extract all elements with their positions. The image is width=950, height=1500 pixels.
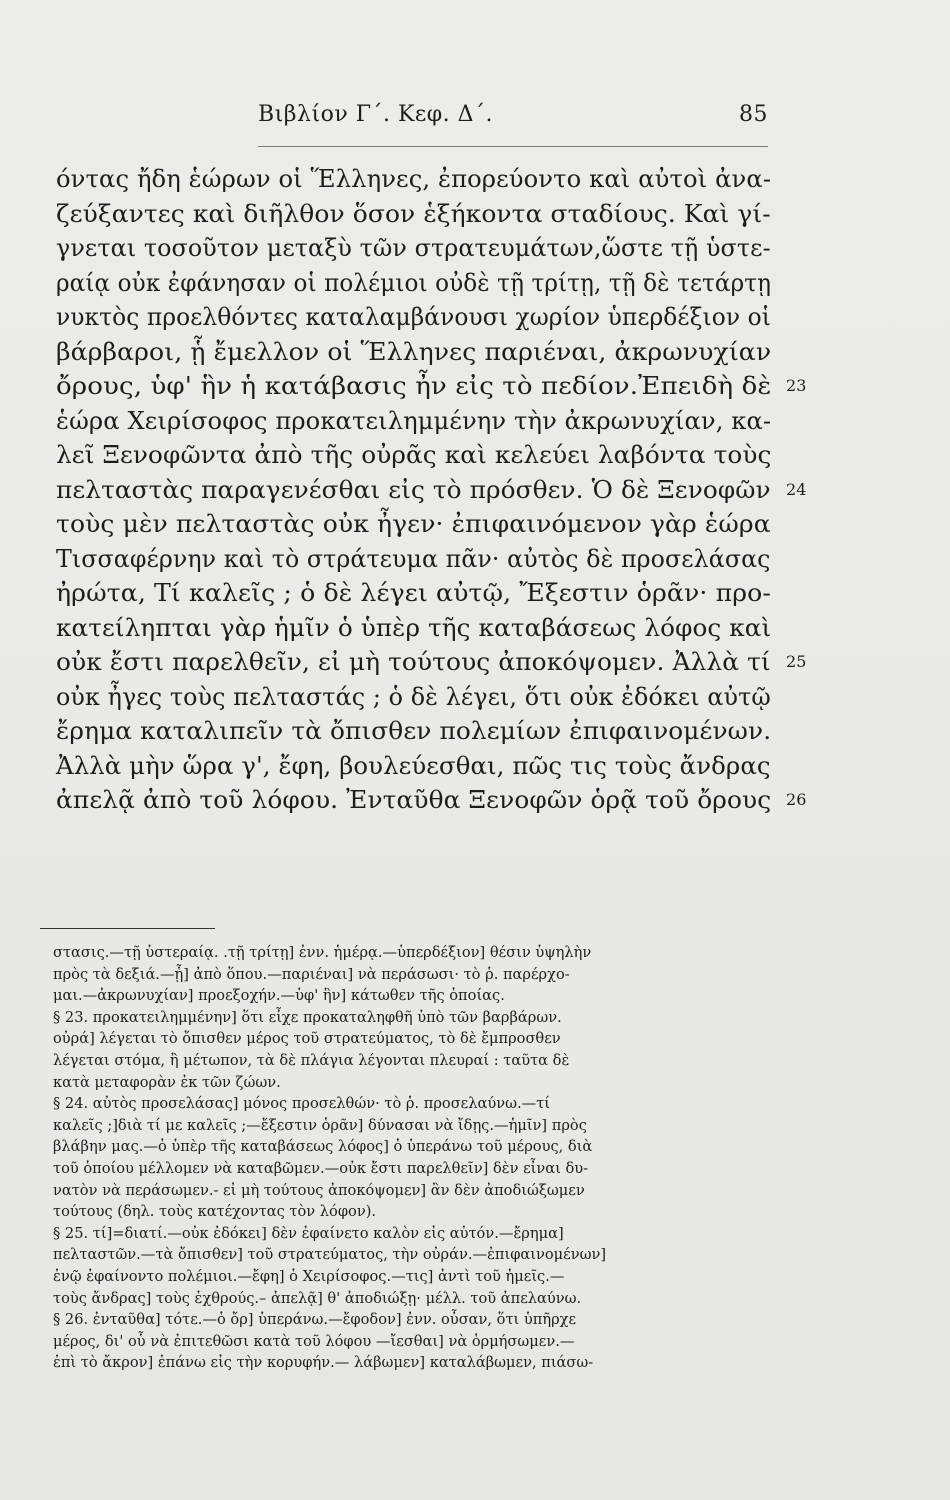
text-line: [56, 162, 796, 197]
text-line-content: κατείληπται γὰρ ἡμῖν ὁ ὑπὲρ τῆς καταβάσεως λόφος καὶ: [56, 612, 772, 642]
text-line-content: πελταστὰς παραγενέσθαι εἰς τὸ πρόσθεν. Ὁ δὲ Ξενοφῶν: [56, 474, 771, 504]
note-line: μέρος, δι' οὗ νὰ ἐπιτεθῶσι κατὰ τοῦ λόφου —ἴεσθαι] νὰ ὁρμήσωμεν.—: [53, 1332, 575, 1350]
footnote-rule: [40, 928, 215, 929]
text-line: [56, 783, 807, 818]
page-number: 85: [739, 102, 768, 127]
text-line-content: τοὺς μὲν πελταστὰς οὐκ ἦγεν· ἐπιφαινόμενον γὰρ ἑώρα: [56, 509, 771, 538]
note-line: § 26. ἐνταῦθα] τότε.—ὁ ὄρ] ὑπεράνω.—ἔφοδον] ἐνν. οὖσαν, ὅτι ὑπῆρχε: [53, 1311, 577, 1329]
text-line: [56, 611, 796, 646]
text-line: [56, 197, 796, 232]
text-line-content: ὄρους, ὑφ' ἣν ἡ κατάβασις ἦν εἰς τὸ πεδίον.Ἐπειδὴ δὲ: [56, 371, 772, 400]
note-line: τούτους (δηλ. τοὺς κατέχοντας τὸν λόφον).: [53, 1203, 377, 1221]
commentary-notes: [53, 942, 793, 1374]
text-line: [56, 542, 796, 577]
text-line-content: ραίᾳ οὐκ ἐφάνησαν οἱ πολέμιοι οὐδὲ τῇ τρίτῃ, τῇ δὲ τετάρτῃ: [56, 267, 772, 297]
text-line-content: νυκτὸς προελθόντες καταλαμβάνουσι χωρίον ὑπερδέξιον οἱ: [56, 302, 771, 331]
section-number: 24: [786, 479, 807, 499]
note-line: μαι.—ἀκρωνυχίαν] προεξοχήν.—ὑφ' ἣν] κάτωθεν τῆς ὁποίας.: [53, 987, 505, 1005]
text-line-content: λεῖ Ξενοφῶντα ἀπὸ τῆς οὐρᾶς καὶ κελεύει λαβόντα τοὺς: [56, 440, 772, 469]
main-text: [56, 162, 807, 818]
text-line-content: ἠρώτα, Τί καλεῖς ; ὁ δὲ λέγει αὐτῷ, Ἔξεστιν ὁρᾶν· προ-: [56, 578, 771, 607]
text-line: [56, 645, 807, 680]
text-line-content: ζεύξαντες καὶ διῆλθον ὅσον ἑξήκοντα σταδίους. Καὶ γί-: [56, 198, 771, 228]
note-line: οὐρά] λέγεται τὸ ὄπισθεν μέρος τοῦ στρατεύματος, τὸ δὲ ἔμπροσθεν: [53, 1030, 561, 1048]
text-line-content: γνεται τοσοῦτον μεταξὺ τῶν στρατευμάτων,ὥστε τῇ ὑστε-: [56, 233, 771, 262]
note-line: λέγεται στόμα, ἢ μέτωπον, τὰ δὲ πλάγια λέγονται πλευραί : ταῦτα δὲ: [53, 1051, 570, 1069]
note-line: καλεῖς ;]διὰ τί με καλεῖς ;—ἔξεστιν ὁρᾶν] δύνασαι νὰ ἴδῃς.—ἡμῖν] πρὸς: [53, 1116, 587, 1134]
section-number: 25: [786, 652, 807, 671]
text-line: [56, 714, 796, 749]
text-line-content: ἔρημα καταλιπεῖν τὰ ὄπισθεν πολεμίων ἐπιφαινομένων.: [56, 716, 772, 745]
note-line: ἐπὶ τὸ ἄκρον] ἐπάνω εἰς τὴν κορυφήν.— λάβωμεν] καταλάβωμεν, πιάσω-: [53, 1354, 594, 1372]
text-line: [56, 438, 796, 473]
text-line: [56, 404, 796, 439]
section-number: 23: [786, 376, 807, 395]
text-line: [56, 231, 796, 266]
note-line: ἐνῷ ἐφαίνοντο πολέμιοι.—ἔφη] ὁ Χειρίσοφος.—τις] ἀντὶ τοῦ ἡμεῖς.—: [53, 1267, 565, 1285]
note-line: τοῦ ὁποίου μέλλομεν νὰ καταβῶμεν.—οὐκ ἔστι παρελθεῖν] δὲν εἶναι δυ-: [53, 1159, 589, 1177]
text-line-content: Τισσαφέρνην καὶ τὸ στράτευμα πᾶν· αὐτὸς δὲ προσελάσας: [56, 543, 771, 573]
running-title: Βιβλίον Γ΄. Κεφ. Δ΄.: [258, 102, 494, 127]
text-line: [56, 576, 796, 611]
note-line: § 25. τί]=διατί.—οὐκ ἐδόκει] δὲν ἐφαίνετο καλὸν εἰς αὐτόν.—ἔρημα]: [53, 1224, 564, 1242]
text-line: [56, 680, 796, 715]
text-line: [56, 473, 807, 508]
text-line-content: ἑώρα Χειρίσοφος προκατειλημμένην τὴν ἀκρωνυχίαν, κα-: [56, 405, 772, 435]
note-line: πελταστῶν.—τὰ ὄπισθεν] τοῦ στρατεύματος, τὴν οὐράν.—ἐπιφαινομένων]: [53, 1246, 607, 1264]
text-line: [56, 369, 807, 404]
note-line: βλάβην μας.—ὁ ὑπὲρ τῆς καταβάσεως λόφος] ὁ ὑπεράνω τοῦ μέρους, διὰ: [53, 1138, 593, 1156]
text-line: [56, 266, 796, 301]
text-line-content: όντας ἤδη ἑώρων οἱ Ἕλληνες, ἐπορεύοντο καὶ αὐτοὶ ἀνα-: [56, 164, 772, 193]
note-line: πρὸς τὰ δεξιά.—ᾗ] ἀπὸ ὅπου.—παριέναι] νὰ περάσωσι· τὸ ῥ. παρέρχο-: [53, 965, 570, 983]
note-line: § 23. προκατειλημμένην] ὅτι εἶχε προκαταληφθῆ ὑπὸ τῶν βαρβάρων.: [53, 1008, 562, 1026]
note-line: τοὺς ἄνδρας] τοὺς ἐχθρούς.– ἀπελᾷ] θ' ἀποδιώξῃ· μέλλ. τοῦ ἀπελαύνω.: [53, 1289, 582, 1307]
text-line-content: ἀπελᾷ ἀπὸ τοῦ λόφου. Ἐνταῦθα Ξενοφῶν ὁρᾷ τοῦ ὄρους: [56, 785, 772, 814]
text-line-content: οὐκ ἦγες τοὺς πελταστάς ; ὁ δὲ λέγει, ὅτι οὐκ ἐδόκει αὐτῷ: [56, 681, 771, 711]
text-line: [56, 749, 796, 784]
note-line: § 24. αὐτὸς προσελάσας] μόνος προσελθών· τὸ ῥ. προσελαύνω.—τί: [53, 1095, 551, 1113]
text-line-content: οὐκ ἔστι παρελθεῖν, εἰ μὴ τούτους ἀποκόψομεν. Ἀλλὰ τί: [56, 647, 771, 676]
text-line-content: βάρβαροι, ᾗ ἔμελλον οἱ Ἕλληνες παριέναι, ἀκρωνυχίαν: [56, 336, 772, 366]
text-line: [56, 507, 796, 542]
section-number: 26: [786, 790, 807, 809]
header-rule: [258, 146, 768, 147]
note-line: νατὸν νὰ περάσωμεν.- εἰ μὴ τούτους ἀποκόψομεν] ἂν δὲν ἀποδιώξωμεν: [53, 1181, 585, 1199]
text-line: [56, 300, 796, 335]
note-line: κατὰ μεταφορὰν ἐκ τῶν ζώων.: [53, 1073, 281, 1091]
note-line: στασις.—τῇ ὑστεραίᾳ. .τῇ τρίτῃ] ἐνν. ἡμέρᾳ.—ὑπερδέξιον] θέσιν ὑψηλὴν: [53, 944, 592, 961]
text-line: [56, 335, 796, 370]
text-line-content: Ἀλλὰ μὴν ὥρα γ', ἔφη, βουλεύεσθαι, πῶς τις τοὺς ἄνδρας: [56, 750, 771, 780]
